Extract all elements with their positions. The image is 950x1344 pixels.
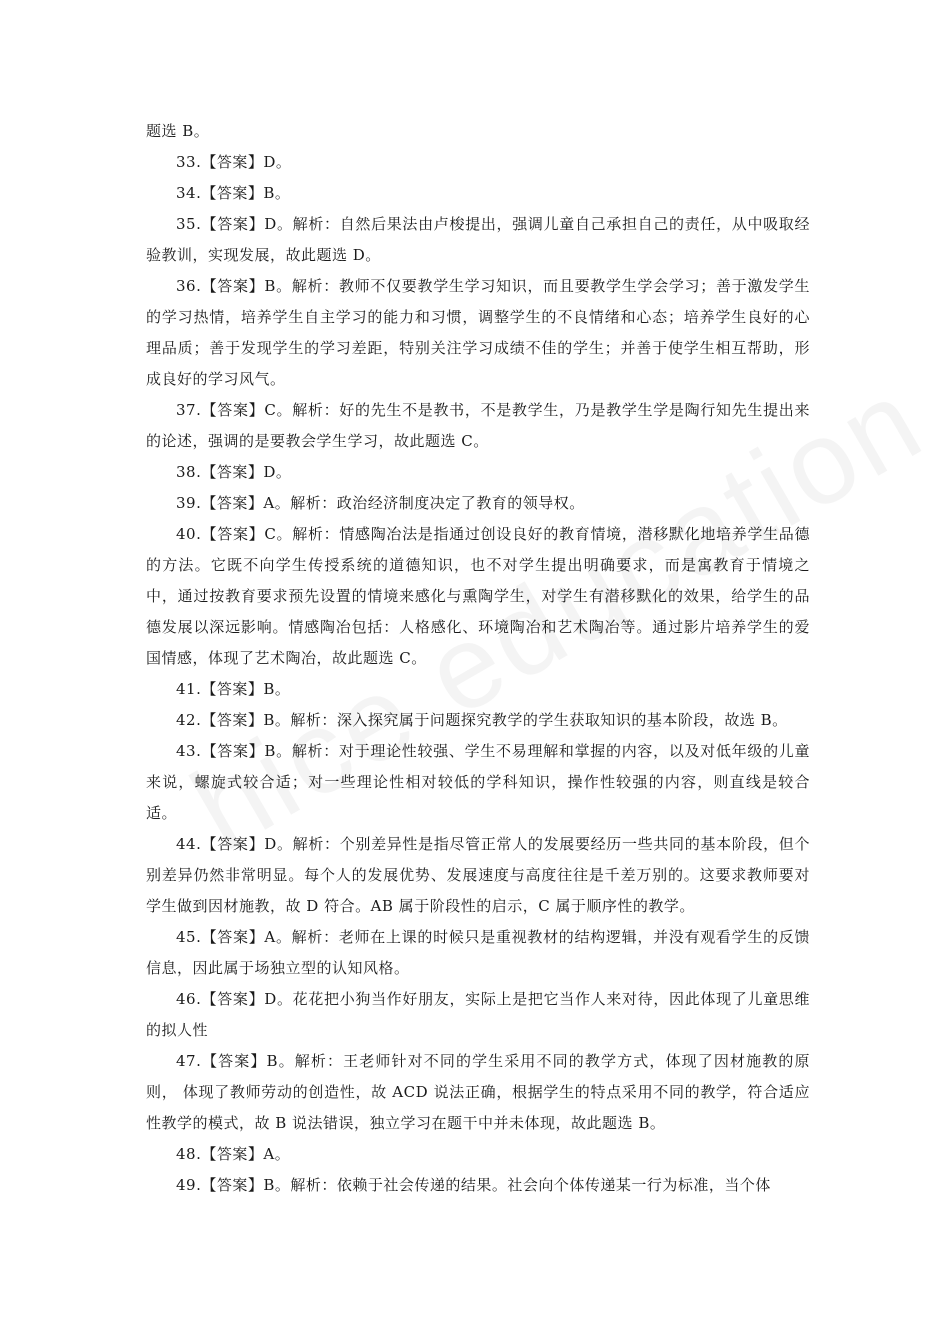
answer-paragraph: 44.【答案】D。解析：个别差异性是指尽管正常人的发展要经历一些共同的基本阶段，但个别差异仍然非常明显。每个人的发展优势、发展速度与高度往往是千差万别的。这要求教师要对学生做到因材施教，故 D 符合。AB 属于阶段性的启示，C 属于顺序性的教学。 [146, 835, 810, 915]
answer-paragraph: 42.【答案】B。解析：深入探究属于问题探究教学的学生获取知识的基本阶段，故选 B。 [176, 711, 788, 729]
answer-paragraph: 36.【答案】B。解析：教师不仅要教学生学习知识，而且要教学生学会学习；善于激发学生的学习热情，培养学生自主学习的能力和习惯，调整学生的不良情绪和心态；培养学生良好的心理品质；善于发现学生的学习差距，特别关注学习成绩不佳的学生；并善于使学生相互帮助，形成良好的学习风气。 [146, 277, 810, 388]
answer-paragraph: 45.【答案】A。解析：老师在上课的时候只是重视教材的结构逻辑，并没有观看学生的反馈信息，因此属于场独立型的认知风格。 [146, 928, 810, 977]
answer-paragraph: 39.【答案】A。解析：政治经济制度决定了教育的领导权。 [176, 494, 585, 512]
answer-paragraph: 46.【答案】D。花花把小狗当作好朋友，实际上是把它当作人来对待，因此体现了儿童思维的拟人性 [146, 990, 810, 1039]
answer-list [146, 116, 810, 1201]
answer-paragraph: 34.【答案】B。 [176, 184, 291, 202]
answer-paragraph: 35.【答案】D。解析：自然后果法由卢梭提出，强调儿童自己承担自己的责任，从中吸取经验教训，实现发展，故此题选 D。 [146, 215, 810, 264]
answer-paragraph: 47.【答案】B。解析：王老师针对不同的学生采用不同的教学方式，体现了因材施教的原则， 体现了教师劳动的创造性，故 ACD 说法正确，根据学生的特点采用不同的教学，符合适应性教学的模式，故 B 说法错误，独立学习在题干中并未体现，故此题选 B。 [146, 1052, 810, 1132]
answer-paragraph: 41.【答案】B。 [176, 680, 291, 698]
answer-paragraph: 题选 B。 [146, 122, 210, 140]
answer-paragraph: 48.【答案】A。 [176, 1145, 291, 1163]
answer-paragraph: 43.【答案】B。解析：对于理论性较强、学生不易理解和掌握的内容，以及对低年级的儿童来说，螺旋式较合适；对一些理论性相对较低的学科知识，操作性较强的内容，则直线是较合适。 [146, 742, 810, 822]
answer-paragraph: 40.【答案】C。解析：情感陶冶法是指通过创设良好的教育情境，潜移默化地培养学生品德的方法。它既不向学生传授系统的道德知识，也不对学生提出明确要求，而是寓教育于情境之中，通过按教育要求预先设置的情境来感化与熏陶学生，对学生有潜移默化的效果，给学生的品德发展以深远影响。情感陶冶包括：人格感化、环境陶冶和艺术陶冶等。通过影片培养学生的爱国情感，体现了艺术陶冶，故此题选 C。 [146, 525, 810, 667]
answer-paragraph: 49.【答案】B。解析：依赖于社会传递的结果。社会向个体传递某一行为标准，当个体 [176, 1176, 771, 1194]
answer-paragraph: 37.【答案】C。解析：好的先生不是教书，不是教学生，乃是教学生学是陶行知先生提出来的论述，强调的是要教会学生学习，故此题选 C。 [146, 401, 810, 450]
answer-paragraph: 38.【答案】D。 [176, 463, 292, 481]
answer-paragraph: 33.【答案】D。 [176, 153, 292, 171]
